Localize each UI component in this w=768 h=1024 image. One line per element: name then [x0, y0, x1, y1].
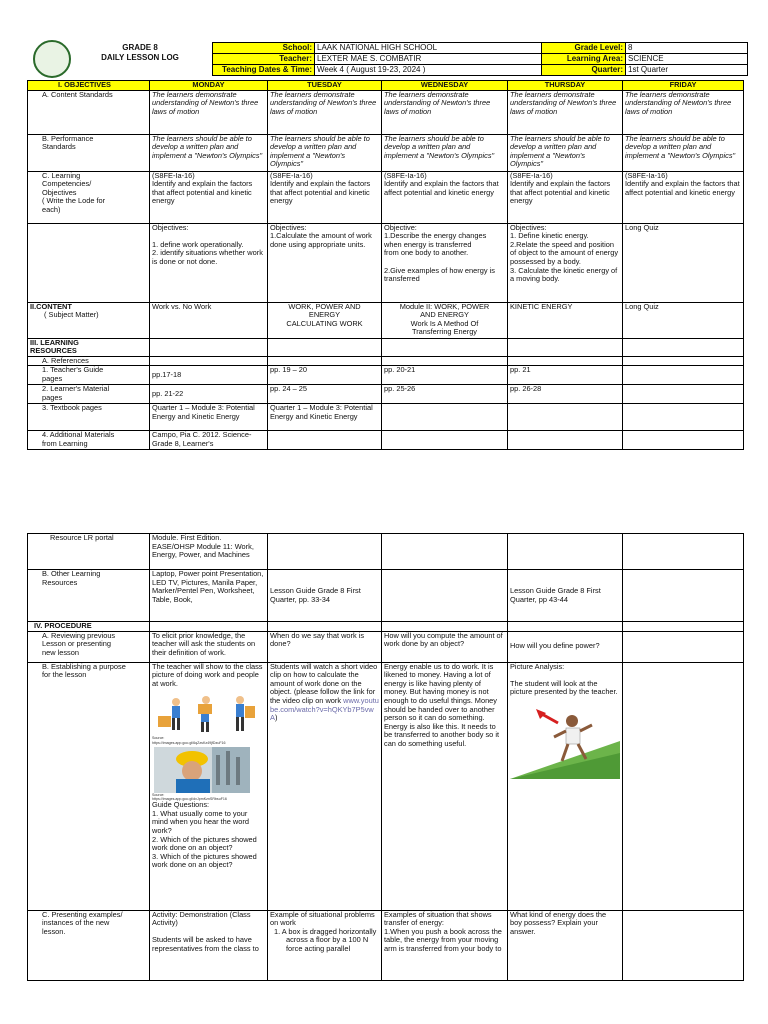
- additional-materials-label: 4. Additional Materials from Learning: [28, 431, 150, 450]
- tg-thu: pp. 21: [508, 366, 623, 385]
- daily-objectives-row: [28, 223, 744, 302]
- presenting-row: [28, 910, 744, 980]
- daily-lesson-log-title: DAILY LESSON LOG: [101, 53, 179, 62]
- empty-cell: [268, 431, 382, 450]
- performance-standard-thu: The learners should be able to develop a written plan and implement a "Newton's Olympics": [508, 134, 623, 171]
- empty-cell: [623, 356, 744, 366]
- competencies-label: C. Learning Competencies/ Objectives ( Write the Lode for each): [28, 171, 150, 223]
- empty-cell: [623, 431, 744, 450]
- day-friday: FRIDAY: [623, 81, 744, 91]
- presenting-tue-item: 1. A box is dragged horizontally across a floor by a 100 N force acting parallel: [274, 926, 377, 953]
- content-standard-wed: The learners demonstrate understanding of Newton's three laws of motion: [382, 90, 508, 134]
- purpose-tue: [268, 662, 382, 910]
- tb-tue: Quarter 1 – Module 3: Potential Energy and Kinetic Energy: [268, 404, 382, 431]
- competency-tue: (S8FE-Ia-16) Identify and explain the factors that affect potential and kinetic energy: [268, 171, 382, 223]
- day-monday: MONDAY: [150, 81, 268, 91]
- empty-cell: [623, 385, 744, 404]
- subject-matter-label: ( Subject Matter): [44, 310, 99, 320]
- other-mon: Laptop, Power point Presentation, LED TV, Pictures, Manila Paper, Marker/Pentel Pen, Worksheet, Table, Book,: [150, 570, 268, 622]
- objectives-thu: Objectives: 1. Define kinetic energy. 2.Relate the speed and position of object to the amount of energy possessed by a body. 3. Calculate the kinetic energy of a moving body.: [508, 223, 623, 302]
- empty-cell: [268, 622, 382, 632]
- reviewing-label: A. Reviewing previous Lesson or presenting new lesson: [28, 631, 150, 662]
- quarter-label: Quarter:: [542, 65, 626, 76]
- empty-cell: [508, 356, 623, 366]
- empty-cell: [382, 404, 508, 431]
- lm-mon: pp. 21-22: [150, 385, 268, 404]
- procedure-row: [28, 622, 744, 632]
- image-source-1: Source: https://images.app.goo.gl/6qZzsKz49jfDzuF16: [152, 736, 226, 745]
- content-standards-row: [28, 90, 744, 134]
- empty-cell: [623, 910, 744, 980]
- lm-thu: pp. 26-28: [508, 385, 623, 404]
- review-thu: How will you define power?: [508, 631, 623, 662]
- lesson-log-table-page-1: [27, 80, 744, 450]
- empty-cell: [382, 622, 508, 632]
- objectives-wed: Objective: 1.Describe the energy changes when energy is transferred from one body to another. 2.Give examples of how energy is transferred: [382, 223, 508, 302]
- empty-cell: [150, 338, 268, 356]
- lesson-log-table-page-2: [27, 533, 744, 981]
- lr-portal-row: [28, 534, 744, 570]
- empty-cell: [623, 622, 744, 632]
- textbook-label: 3. Textbook pages: [28, 404, 150, 431]
- empty-cell: [623, 662, 744, 910]
- empty-cell: [508, 431, 623, 450]
- presenting-mon: Activity: Demonstration (Class Activity) Students will be asked to have representatives from the class to: [150, 910, 268, 980]
- school-value: LAAK NATIONAL HIGH SCHOOL: [315, 43, 542, 54]
- empty-cell: [508, 622, 623, 632]
- references-label: A. References: [28, 356, 150, 366]
- empty-cell: [623, 338, 744, 356]
- lr-portal-label: Resource LR portal: [28, 534, 150, 570]
- empty-cell: [623, 366, 744, 385]
- review-wed: How will you compute the amount of work done by an object?: [382, 631, 508, 662]
- tg-mon: pp.17-18: [150, 366, 268, 385]
- people-carrying-boxes-image: [154, 692, 264, 736]
- tg-wed: pp. 20-21: [382, 366, 508, 385]
- textbook-row: [28, 404, 744, 431]
- teacher-value: LEXTER MAE S. COMBATIR: [315, 54, 542, 65]
- review-mon: To elicit prior knowledge, the teacher will ask the students on their definition of work.: [150, 631, 268, 662]
- empty-cell: [623, 570, 744, 622]
- purpose-tue-text: Students will watch a short video clip on how to calculate the amount of work done on the object. (please follow the link for the video clip on work: [270, 662, 378, 705]
- presenting-thu: What kind of energy does the boy possess? Explain your answer.: [508, 910, 623, 980]
- purpose-tue-close: ): [274, 713, 278, 723]
- procedure-heading: IV. PROCEDURE: [28, 622, 150, 632]
- teacher-label: Teacher:: [213, 54, 315, 65]
- empty-cell: [623, 404, 744, 431]
- lm-tue: pp. 24 – 25: [268, 385, 382, 404]
- boy-sliding-downhill-image: [510, 701, 620, 779]
- learning-resources-heading: III. LEARNING RESOURCES: [28, 338, 150, 356]
- presenting-label: C. Presenting examples/ instances of the new lesson.: [28, 910, 150, 980]
- content-heading: II.CONTENT: [30, 302, 72, 311]
- teachers-guide-label: 1. Teacher's Guide pages: [28, 366, 150, 385]
- empty-cell: [382, 431, 508, 450]
- quarter-value: 1st Quarter: [626, 65, 748, 76]
- content-mon: Work vs. No Work: [150, 302, 268, 338]
- learning-area-label: Learning Area:: [542, 54, 626, 65]
- learners-material-label: 2. Learner's Material pages: [28, 385, 150, 404]
- other-tue: Lesson Guide Grade 8 First Quarter, pp. 33-34: [268, 570, 382, 622]
- tg-tue: pp. 19 – 20: [268, 366, 382, 385]
- content-thu: KINETIC ENERGY: [508, 302, 623, 338]
- content-standard-tue: The learners demonstrate understanding of Newton's three laws of motion: [268, 90, 382, 134]
- review-tue: When do we say that work is done?: [268, 631, 382, 662]
- performance-standards-label: B. Performance Standards: [28, 134, 150, 171]
- daily-objectives-label: [28, 223, 150, 302]
- empty-cell: [382, 356, 508, 366]
- day-wednesday: WEDNESDAY: [382, 81, 508, 91]
- additional-materials-row: [28, 431, 744, 450]
- empty-cell: [268, 338, 382, 356]
- objectives-heading: I. OBJECTIVES: [28, 81, 150, 91]
- competency-thu: (S8FE-Ia-16) Identify and explain the factors that affect potential and kinetic energy: [508, 171, 623, 223]
- competency-mon: (S8FE-Ia-16) Identify and explain the factors that affect potential and kinetic energy: [150, 171, 268, 223]
- reviewing-row: [28, 631, 744, 662]
- teachers-guide-row: [28, 366, 744, 385]
- guide-questions: Guide Questions: 1. What usually come to your mind when you hear the word work? 2. Which of the pictures showed work done on an object? 3. Which of the pictures showed work done on an object?: [152, 800, 257, 870]
- tb-mon: Quarter 1 – Module 3: Potential Energy and Kinetic Energy: [150, 404, 268, 431]
- day-tuesday: TUESDAY: [268, 81, 382, 91]
- objectives-mon: Objectives: 1. define work operationally. 2. identify situations whether work is done or not done.: [150, 223, 268, 302]
- content-standard-mon: The learners demonstrate understanding of Newton's three laws of motion: [150, 90, 268, 134]
- presenting-wed: Examples of situation that shows transfer of energy: 1.When you push a book across the table, the energy from your moving arm is transferred from your body to: [382, 910, 508, 980]
- competency-fri: (S8FE-Ia-16) Identify and explain the factors that affect potential and kinetic energy: [623, 171, 744, 223]
- other-resources-row: [28, 570, 744, 622]
- header-table: [212, 42, 748, 76]
- picture-analysis-text: Picture Analysis: The student will look at the picture presented by the teacher.: [510, 662, 618, 697]
- empty-cell: [150, 622, 268, 632]
- presenting-tue-lead: Example of situational problems on work: [270, 910, 375, 928]
- competencies-row: [28, 171, 744, 223]
- learners-material-row: [28, 385, 744, 404]
- empty-cell: [623, 631, 744, 662]
- purpose-wed: Energy enable us to do work. It is likened to money. Having a lot of energy is like having plenty of money. But having money is not enough to do useful things. Money should be handed over to another person so it can do something. Energy is also like this. It needs to be transferred to another body so it can do something useful.: [382, 662, 508, 910]
- content-standard-thu: The learners demonstrate understanding of Newton's three laws of motion: [508, 90, 623, 134]
- content-fri: Long Quiz: [623, 302, 744, 338]
- performance-standards-row: [28, 134, 744, 171]
- purpose-thu: [508, 662, 623, 910]
- empty-cell: [382, 534, 508, 570]
- content-row: [28, 302, 744, 338]
- grade-title: GRADE 8: [122, 43, 158, 52]
- empty-cell: [508, 338, 623, 356]
- purpose-label: B. Establishing a purpose for the lesson: [28, 662, 150, 910]
- references-row: [28, 356, 744, 366]
- performance-standard-fri: The learners should be able to develop a written plan and implement a "Newton's Olympics": [623, 134, 744, 171]
- empty-cell: [508, 534, 623, 570]
- grade-level-label: Grade Level:: [542, 43, 626, 54]
- content-standard-fri: The learners demonstrate understanding of Newton's three laws of motion: [623, 90, 744, 134]
- objectives-tue: Objectives: 1.Calculate the amount of work done using appropriate units.: [268, 223, 382, 302]
- dates-value: Week 4 ( August 19-23, 2024 ): [315, 65, 542, 76]
- other-thu: Lesson Guide Grade 8 First Quarter, pp 43-44: [508, 570, 623, 622]
- performance-standard-wed: The learners should be able to develop a written plan and implement a "Newton's Olympics": [382, 134, 508, 171]
- presenting-tue: [268, 910, 382, 980]
- content-wed: Module II: WORK, POWER AND ENERGY Work Is A Method Of Transferring Energy: [382, 302, 508, 338]
- empty-cell: [508, 404, 623, 431]
- empty-cell: [150, 356, 268, 366]
- dates-label: Teaching Dates & Time:: [213, 65, 315, 76]
- grade-level-value: 8: [626, 43, 748, 54]
- content-standards-label: A. Content Standards: [28, 90, 150, 134]
- day-thursday: THURSDAY: [508, 81, 623, 91]
- content-label-cell: [28, 302, 150, 338]
- image-source-2: Source: https://images.app.goo.gl/dxJpmKznSRbsuF16: [152, 792, 227, 801]
- lm-wed: pp. 25-26: [382, 385, 508, 404]
- content-tue: WORK, POWER AND ENERGY CALCULATING WORK: [268, 302, 382, 338]
- performance-standard-tue: The learners should be able to develop a written plan and implement a "Newton's Olympics": [268, 134, 382, 171]
- competency-wed: (S8FE-Ia-16) Identify and explain the factors that affect potential and kinetic energy: [382, 171, 508, 223]
- empty-cell: [268, 356, 382, 366]
- purpose-mon-intro: The teacher will show to the class picture of doing work and people at work.: [152, 662, 263, 688]
- other-resources-label: B. Other Learning Resources: [28, 570, 150, 622]
- empty-cell: [623, 534, 744, 570]
- performance-standard-mon: The learners should be able to develop a written plan and implement a "Newton's Olympics": [150, 134, 268, 171]
- purpose-row: [28, 662, 744, 910]
- learning-resources-row: [28, 338, 744, 356]
- empty-cell: [382, 338, 508, 356]
- learning-area-value: SCIENCE: [626, 54, 748, 65]
- purpose-mon: [150, 662, 268, 910]
- worker-with-helmet-image: [154, 747, 250, 793]
- school-label: School:: [213, 43, 315, 54]
- lr-portal-mon: Module. First Edition. EASE/OHSP Module 11: Work, Energy, Power, and Machines: [150, 534, 268, 570]
- empty-cell: [268, 534, 382, 570]
- deped-seal-logo: [33, 40, 71, 78]
- day-header-row: [28, 81, 744, 91]
- objectives-fri: Long Quiz: [623, 223, 744, 302]
- empty-cell: [382, 570, 508, 622]
- additional-mon: Campo, Pia C. 2012. Science-Grade 8, Learner's: [150, 431, 268, 450]
- video-link[interactable]: www.youtube.com/watch?v=hQKYb7P5vwA: [270, 695, 379, 723]
